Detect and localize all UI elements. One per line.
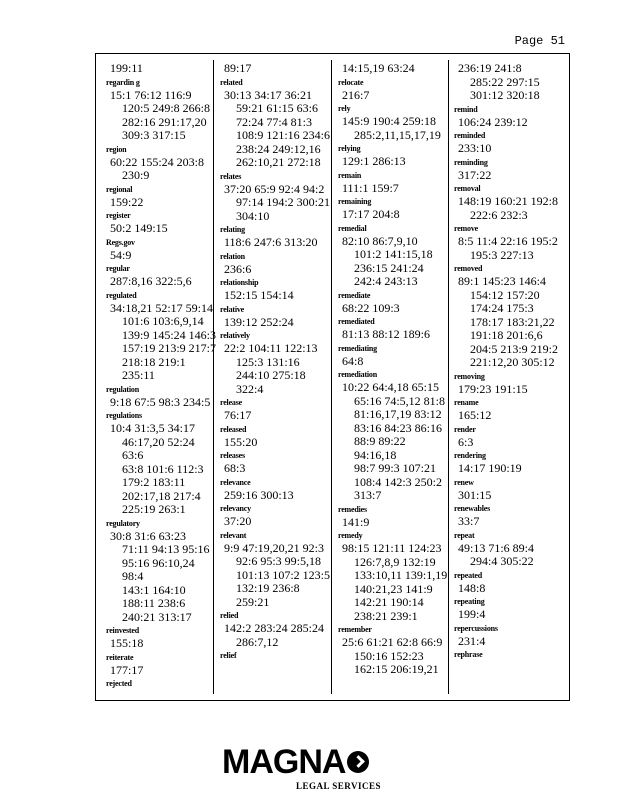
page-line-citation: 139:9 145:24 146:3	[122, 327, 217, 342]
page-line-citation: 68:22 109:3	[342, 300, 400, 315]
index-term: regular	[106, 264, 130, 273]
page-line-citation: 218:18 219:1	[122, 354, 186, 369]
index-entry	[106, 289, 218, 383]
page-line-citation: 81:16,17,19 83:12	[354, 407, 442, 421]
index-term: reiterate	[106, 652, 134, 662]
index-term: repeated	[454, 570, 483, 580]
index-entry	[220, 276, 332, 303]
page-line-citation: 139:12 252:24	[224, 314, 294, 329]
index-entry	[220, 502, 332, 529]
page-line-citation: 282:16 291:17,20	[122, 114, 207, 129]
index-term: repercussions	[454, 623, 498, 633]
page-line-citation: 89:17	[224, 61, 252, 75]
index-entry	[220, 76, 332, 170]
index-term: remove	[454, 224, 478, 233]
page-line-citation: 83:16 84:23 86:16	[354, 420, 443, 435]
index-entry	[338, 368, 450, 503]
page-line-citation: 8:5 11:4 22:16 195:2	[458, 234, 558, 248]
page-line-citation: 106:24 239:12	[458, 114, 528, 129]
index-term: remind	[454, 104, 478, 114]
index-term: renewables	[454, 504, 491, 513]
index-term: Regs.gov	[106, 237, 135, 247]
index-term: relating	[220, 225, 245, 234]
page-line-citation: 118:6 247:6 313:20	[224, 235, 318, 249]
page-line-citation: 10:22 64:4,18 65:15	[342, 380, 440, 394]
index-entry	[454, 156, 566, 183]
index-column-2	[220, 62, 332, 662]
page-line-citation: 49:13 71:6 89:4	[458, 540, 535, 555]
index-term: removal	[454, 184, 481, 193]
index-frame	[95, 53, 570, 701]
index-term: relates	[220, 171, 242, 181]
page-line-citation: 101:2 141:15,18	[354, 247, 433, 261]
magna-logo	[222, 745, 402, 795]
index-entry	[106, 677, 218, 690]
page-line-citation: 101:13 107:2 123:5	[236, 567, 331, 582]
page-line-citation: 236:19 241:8	[458, 61, 522, 75]
index-entry	[220, 329, 332, 396]
logo-wordmark: MAGNA	[222, 743, 346, 781]
index-entry	[106, 383, 218, 410]
index-entry	[106, 76, 218, 143]
index-entry	[454, 502, 566, 529]
page-line-citation: 65:16 74:5,12 81:8	[354, 393, 446, 408]
page-line-citation: 317:22	[458, 167, 492, 182]
index-term: repeating	[454, 597, 485, 606]
page-line-citation: 236:6	[224, 261, 252, 276]
page-line-citation: 15:1 76:12 116:9	[110, 87, 192, 102]
page-line-citation: 120:5 249:8 266:8	[122, 101, 211, 115]
page-line-citation: 37:20	[224, 514, 252, 528]
page-line-citation: 6:3	[458, 434, 474, 449]
index-term: remedial	[338, 223, 367, 233]
page-line-citation: 313:7	[354, 488, 382, 502]
index-entry	[220, 303, 332, 330]
page-line-citation: 195:3 227:13	[470, 247, 534, 262]
index-entry	[220, 423, 332, 450]
index-entry	[454, 129, 566, 156]
page-line-citation: 17:17 204:8	[342, 207, 400, 221]
index-entry	[106, 143, 218, 183]
page-line-citation: 95:16 96:10,24 98:4	[122, 555, 195, 583]
page-line-citation: 81:13 88:12 189:6	[342, 327, 431, 341]
index-entry	[106, 517, 218, 625]
index-term: remember	[338, 625, 372, 634]
index-term: remediated	[338, 317, 375, 326]
page-line-citation: 89:1 145:23 146:4	[458, 274, 547, 288]
index-entry	[454, 103, 566, 130]
page-line-citation: 179:2 183:11	[122, 475, 186, 489]
index-term: rendering	[454, 451, 486, 460]
page-line-citation: 286:7,12	[236, 634, 279, 649]
index-entry	[454, 222, 566, 262]
page-line-citation: 54:9	[110, 247, 132, 262]
index-term: remain	[338, 170, 362, 180]
index-term: relevancy	[220, 504, 251, 513]
column-divider	[448, 60, 449, 694]
page-line-citation: 259:21	[236, 594, 270, 609]
column-divider	[331, 60, 332, 694]
page-line-citation: 285:22 297:15	[470, 74, 540, 89]
index-term: removed	[454, 264, 483, 273]
page-line-citation: 68:3	[224, 461, 246, 475]
page-line-citation: 111:1 159:7	[342, 180, 399, 195]
index-entry	[338, 222, 450, 289]
page-line-citation: 231:4	[458, 633, 486, 648]
page-line-citation: 132:19 236:8	[236, 581, 300, 595]
index-entry	[454, 529, 566, 569]
page-line-citation: 157:19 213:9 217:7	[122, 341, 217, 355]
page-line-citation: 143:1 164:10	[122, 582, 186, 597]
page-line-citation: 178:17 183:21,22	[470, 314, 555, 329]
page-line-citation: 98:15 121:11 124:23	[342, 541, 442, 555]
page-line-citation: 174:24 175:3	[470, 301, 534, 315]
index-entry	[220, 476, 332, 503]
page-line-citation: 294:4 305:22	[470, 554, 534, 568]
index-entry	[338, 623, 450, 677]
page-line-citation: 259:16 300:13	[224, 487, 294, 502]
index-term: regulatory	[106, 518, 140, 528]
index-entry	[220, 609, 332, 649]
index-term: reminded	[454, 131, 486, 140]
page-line-citation: 125:3 131:16	[236, 354, 300, 369]
index-entry	[454, 423, 566, 450]
index-entry	[220, 250, 332, 277]
index-term: relevant	[220, 530, 247, 540]
index-term: removing	[454, 371, 485, 381]
page-line-citation: 154:12 157:20	[470, 287, 540, 302]
index-entry	[106, 62, 218, 76]
index-term: related	[220, 77, 243, 87]
page-line-citation: 159:22	[110, 194, 144, 209]
index-entry	[338, 142, 450, 169]
page-line-citation: 108:4 142:3 250:2	[354, 474, 443, 489]
index-term: remedies	[338, 504, 367, 514]
index-entry	[220, 649, 332, 662]
page-line-citation: 155:20	[224, 434, 258, 449]
page-line-citation: 72:24 77:4 81:3	[236, 114, 313, 129]
page-line-citation: 140:21,23 141:9	[354, 581, 433, 596]
page-line-citation: 238:24 249:12,16	[236, 141, 321, 156]
index-term: relying	[338, 144, 361, 153]
page-line-citation: 150:16 152:23	[354, 648, 424, 663]
index-term: relationship	[220, 278, 259, 287]
index-entry	[106, 262, 218, 289]
index-entry	[338, 169, 450, 196]
index-term: remediation	[338, 370, 377, 379]
index-column-4	[454, 62, 566, 661]
index-entry	[220, 62, 332, 76]
page-line-citation: 33:7	[458, 514, 480, 528]
page-line-citation: 10:4 31:3,5 34:17	[110, 421, 196, 435]
index-term: relation	[220, 251, 245, 261]
index-column-1	[106, 62, 218, 690]
page-line-citation: 101:6 103:6,9,14	[122, 314, 204, 328]
page-line-citation: 309:3 317:15	[122, 128, 186, 142]
index-entry	[338, 62, 450, 76]
page-line-citation: 287:8,16 322:5,6	[110, 274, 192, 288]
index-entry	[338, 342, 450, 369]
index-term: rely	[338, 104, 351, 113]
page-line-citation: 165:12	[458, 408, 492, 422]
page-line-citation: 177:17	[110, 662, 144, 677]
page-line-citation: 59:21 61:15 63:6	[236, 101, 319, 115]
index-entry	[454, 569, 566, 596]
page-line-citation: 244:10 275:18	[236, 368, 306, 382]
page-line-citation: 301:12 320:18	[470, 88, 540, 102]
page-line-citation: 242:4 243:13	[354, 274, 418, 288]
index-term: render	[454, 424, 476, 434]
page-line-citation: 76:17	[224, 408, 252, 422]
index-entry	[106, 209, 218, 236]
index-term: remedy	[338, 531, 363, 540]
index-entry	[338, 76, 450, 103]
index-entry	[338, 289, 450, 316]
index-entry	[454, 595, 566, 622]
index-entry	[454, 476, 566, 503]
page-line-citation: 152:15 154:14	[224, 288, 294, 302]
index-entry	[338, 102, 450, 142]
page-line-citation: 142:2 283:24 285:24	[224, 621, 325, 635]
index-term: relocate	[338, 77, 364, 87]
index-entry	[106, 409, 218, 517]
page-line-citation: 179:23 191:15	[458, 381, 528, 396]
page-line-citation: 92:6 95:3 99:5,18	[236, 554, 322, 568]
page-line-citation: 142:21 190:14	[354, 595, 424, 609]
page-line-citation: 199:4	[458, 607, 486, 621]
page-line-citation: 71:11 94:13 95:16	[122, 542, 210, 556]
page-line-citation: 22:2 104:11 122:13	[224, 341, 318, 355]
page-line-citation: 133:10,11 139:1,19	[354, 568, 448, 582]
index-entry	[454, 370, 566, 397]
index-term: regulated	[106, 290, 137, 300]
page-line-citation: 204:5 213:9 219:2	[470, 341, 559, 356]
column-divider	[213, 60, 214, 694]
index-entry	[454, 449, 566, 476]
page-line-citation: 126:7,8,9 132:19	[354, 554, 436, 569]
page-line-citation: 46:17,20 52:24 63:6	[122, 434, 195, 462]
page-line-citation: 129:1 286:13	[342, 154, 406, 168]
index-term: relied	[220, 611, 239, 620]
index-entry	[454, 182, 566, 222]
page-line-citation: 14:17 190:19	[458, 461, 522, 475]
page-line-citation: 64:8	[342, 353, 364, 368]
page-line-citation: 221:12,20 305:12	[470, 355, 555, 369]
page-number: Page 51	[514, 34, 565, 48]
index-term: register	[106, 211, 131, 220]
page-line-citation: 50:2 149:15	[110, 221, 168, 235]
page-line-citation: 63:8 101:6 112:3	[122, 461, 204, 476]
index-term: relatively	[220, 331, 250, 340]
page-line-citation: 155:18	[110, 636, 144, 650]
page-line-citation: 222:6 232:3	[470, 207, 528, 222]
page-line-citation: 230:9	[122, 168, 150, 182]
page-line-citation: 238:21 239:1	[354, 608, 418, 623]
page-line-citation: 25:6 61:21 62:8 66:9	[342, 635, 443, 649]
index-entry	[454, 648, 566, 661]
index-term: renew	[454, 477, 474, 487]
index-term: regulation	[106, 384, 139, 394]
index-column-3	[338, 62, 450, 677]
index-entry	[220, 529, 332, 610]
index-term: rename	[454, 398, 479, 407]
page-line-citation: 301:15	[458, 487, 492, 502]
logo-subtitle: LEGAL SERVICES	[296, 781, 381, 791]
index-term: rejected	[106, 679, 132, 688]
page-line-citation: 262:10,21 272:18	[236, 155, 321, 169]
page-line-citation: 148:8	[458, 580, 486, 595]
index-term: regional	[106, 184, 133, 194]
index-entry	[220, 170, 332, 224]
page-line-citation: 60:22 155:24 203:8	[110, 154, 205, 169]
page-line-citation: 9:9 47:19,20,21 92:3	[224, 540, 325, 555]
index-term: reinvested	[106, 626, 139, 635]
page-line-citation: 148:19 160:21 192:8	[458, 194, 559, 208]
page-line-citation: 240:21 313:17	[122, 609, 192, 624]
index-entry	[106, 183, 218, 210]
index-entry	[454, 622, 566, 649]
page-line-citation: 97:14 194:2 300:21	[236, 195, 331, 209]
index-term: remaining	[338, 197, 372, 206]
index-term: rephrase	[454, 650, 483, 659]
page-line-citation: 34:18,21 52:17 59:14	[110, 300, 214, 315]
index-term: reminding	[454, 157, 488, 167]
index-term: remediate	[338, 290, 371, 300]
page-line-citation: 14:15,19 63:24	[342, 61, 415, 75]
index-term: releases	[220, 451, 245, 460]
index-term: regulations	[106, 411, 142, 420]
page-line-citation: 30:8 31:6 63:23	[110, 528, 187, 543]
index-term: relief	[220, 651, 237, 660]
index-term: remediating	[338, 343, 377, 353]
index-entry	[106, 624, 218, 651]
page-line-citation: 9:18 67:5 98:3 234:5	[110, 394, 211, 409]
page-line-citation: 88:9 89:22 94:16,18	[354, 434, 406, 462]
index-term: repeat	[454, 530, 475, 540]
index-term: release	[220, 398, 242, 407]
page-line-citation: 37:20 65:9 92:4 94:2	[224, 181, 325, 196]
page-line-citation: 216:7	[342, 87, 370, 102]
page-line-citation: 145:9 190:4 259:18	[342, 114, 437, 128]
page-line-citation: 98:7 99:3 107:21	[354, 461, 437, 475]
index-entry	[220, 223, 332, 250]
index-term: region	[106, 144, 127, 154]
index-entry	[338, 529, 450, 623]
page-line-citation: 191:18 201:6,6	[470, 328, 543, 342]
index-entry	[220, 449, 332, 476]
index-term: relative	[220, 304, 245, 314]
index-term: released	[220, 424, 247, 434]
index-term: regardin g	[106, 77, 140, 87]
page-line-citation: 235:11	[122, 368, 155, 382]
page-line-citation: 202:17,18 217:4	[122, 488, 201, 503]
index-entry	[454, 396, 566, 423]
page-line-citation: 188:11 238:6	[122, 596, 186, 610]
index-entry	[338, 315, 450, 342]
index-entry	[106, 651, 218, 678]
index-entry	[338, 503, 450, 530]
page-line-citation: 162:15 206:19,21	[354, 662, 439, 676]
arrow-circle-icon	[347, 751, 369, 773]
page-line-citation: 322:4	[236, 381, 264, 396]
page-line-citation: 199:11	[110, 61, 143, 75]
index-entry	[454, 262, 566, 370]
page-line-citation: 236:15 241:24	[354, 260, 424, 275]
page-line-citation: 225:19 263:1	[122, 502, 186, 516]
page-line-citation: 108:9 121:16 234:6	[236, 128, 331, 142]
page-line-citation: 141:9	[342, 514, 370, 529]
page-line-citation: 304:10	[236, 208, 270, 223]
page-line-citation: 82:10 86:7,9,10	[342, 233, 418, 248]
index-entry	[220, 396, 332, 423]
index-term: relevance	[220, 477, 251, 487]
index-entry	[338, 195, 450, 222]
page-line-citation: 30:13 34:17 36:21	[224, 87, 313, 102]
index-entry	[454, 62, 566, 103]
page-line-citation: 285:2,11,15,17,19	[354, 127, 441, 142]
index-entry	[106, 236, 218, 263]
page-line-citation: 233:10	[458, 141, 492, 155]
